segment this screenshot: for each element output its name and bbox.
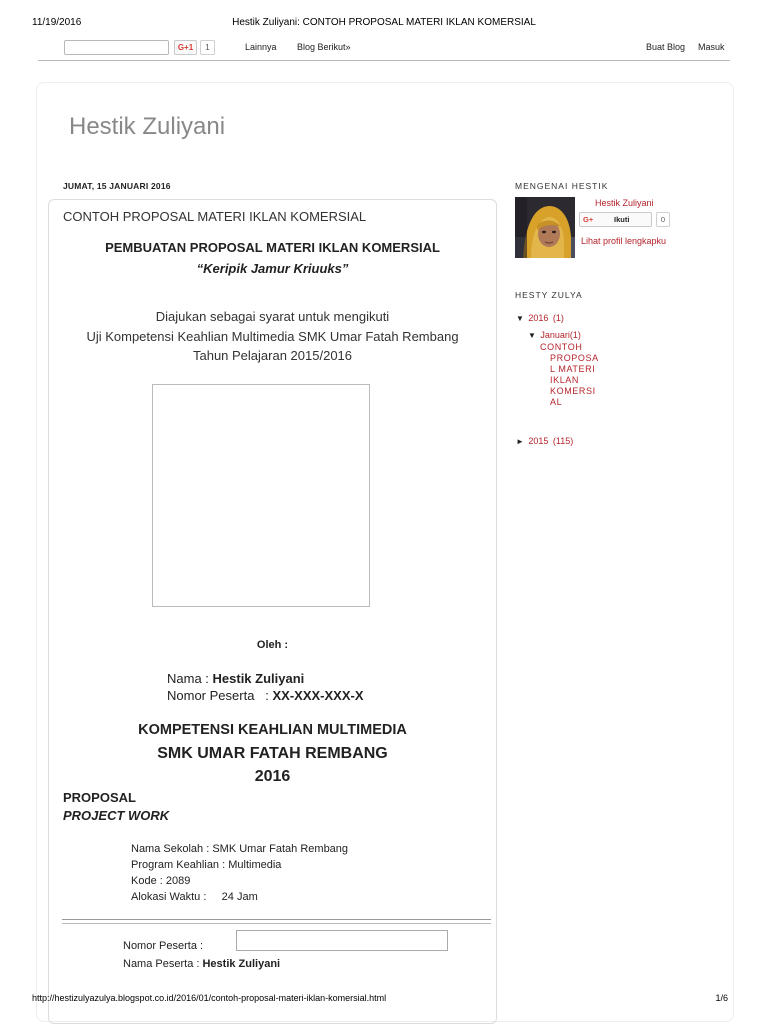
- participant-name-line: [123, 958, 280, 970]
- photo-placeholder: [152, 384, 370, 607]
- next-blog-link[interactable]: Blog Berikut»: [297, 42, 351, 52]
- name-label: Nama :: [167, 671, 213, 686]
- archive-post-line: IKLAN: [550, 375, 580, 385]
- archive-heading: HESTY ZULYA: [515, 290, 583, 300]
- follow-count: 0: [656, 212, 670, 227]
- follow-button[interactable]: [579, 212, 652, 227]
- participant-number-label: Nomor Peserta :: [123, 940, 204, 952]
- participant-label: Nomor Peserta :: [167, 688, 273, 703]
- gplus-count: 1: [200, 40, 215, 55]
- archive-januari: [528, 325, 581, 343]
- detail-school: Nama Sekolah : SMK Umar Fatah Rembang: [131, 843, 349, 855]
- collapsed-triangle-icon[interactable]: ►: [516, 437, 524, 446]
- expanded-triangle-icon[interactable]: ▼: [516, 314, 524, 323]
- gplus-button[interactable]: G+1: [174, 40, 197, 55]
- year-heading: 2016: [254, 768, 291, 785]
- more-link[interactable]: Lainnya: [245, 42, 277, 52]
- archive-post-link[interactable]: [540, 342, 610, 408]
- archive-2015-link[interactable]: 2015: [528, 436, 549, 446]
- competency-heading: KOMPETENSI KEAHLIAN MULTIMEDIA: [138, 722, 407, 738]
- proposal-label: PROPOSAL: [63, 790, 136, 805]
- navbar-search-input[interactable]: [64, 40, 169, 55]
- profile-name-link[interactable]: Hestik Zuliyani: [595, 198, 654, 208]
- post-title[interactable]: CONTOH PROPOSAL MATERI IKLAN KOMERSIAL: [63, 209, 367, 224]
- proposal-heading: PEMBUATAN PROPOSAL MATERI IKLAN KOMERSIAL: [105, 240, 440, 255]
- archive-2015: [516, 431, 573, 449]
- intro-line-3: Tahun Pelajaran 2015/2016: [192, 348, 353, 363]
- detail-duration: Alokasi Waktu : 24 Jam: [131, 891, 258, 903]
- about-heading: MENGENAI HESTIK: [515, 181, 609, 191]
- project-work-label: PROJECT WORK: [63, 808, 170, 823]
- expanded-triangle-icon[interactable]: ▼: [528, 331, 536, 340]
- participant-value: XX-XXX-XXX-X: [272, 688, 364, 703]
- archive-post-line: PROPOSA: [550, 353, 599, 363]
- archive-januari-link[interactable]: Januari: [540, 330, 570, 340]
- archive-januari-count: (1): [569, 330, 581, 340]
- detail-code: Kode : 2089: [131, 875, 191, 887]
- archive-2015-count: (115): [552, 436, 574, 446]
- school-heading: SMK UMAR FATAH REMBANG: [157, 745, 388, 762]
- print-page-number: 1/6: [715, 993, 728, 1003]
- archive-2016-count: (1): [552, 313, 564, 323]
- participant-name-label: Nama Peserta :: [123, 958, 203, 970]
- name-line: [167, 671, 304, 686]
- by-label: Oleh :: [256, 639, 289, 651]
- proposal-subheading: “Keripik Jamur Kriuuks”: [196, 261, 349, 276]
- archive-2016: [516, 308, 564, 326]
- form-separator-inner: [62, 923, 491, 924]
- participant-name-value: Hestik Zuliyani: [202, 958, 281, 970]
- create-blog-link[interactable]: Buat Blog: [646, 42, 686, 52]
- archive-post-line: CONTOH: [540, 342, 583, 352]
- sign-in-link[interactable]: Masuk: [698, 42, 725, 52]
- print-page-title: Hestik Zuliyani: CONTOH PROPOSAL MATERI IKLAN KOMERSIAL: [232, 17, 536, 28]
- navbar-divider: [38, 60, 730, 61]
- archive-post-line: L MATERI: [550, 364, 596, 374]
- participant-line: [167, 688, 364, 703]
- intro-line-2: Uji Kompetensi Keahlian Multimedia SMK Umar Fatah Rembang: [86, 329, 459, 344]
- follow-label: Ikuti: [614, 215, 630, 224]
- participant-number-input[interactable]: [236, 930, 448, 951]
- archive-post-line: AL: [550, 397, 563, 407]
- avatar[interactable]: [515, 197, 575, 258]
- name-value: Hestik Zuliyani: [212, 671, 305, 686]
- print-date: 11/19/2016: [32, 17, 82, 28]
- blog-title[interactable]: Hestik Zuliyani: [69, 113, 226, 140]
- post-date-header: JUMAT, 15 JANUARI 2016: [63, 181, 171, 191]
- form-separator: [62, 919, 491, 920]
- intro-line-1: Diajukan sebagai syarat untuk mengikuti: [155, 309, 390, 324]
- view-full-profile-link[interactable]: Lihat profil lengkapku: [581, 236, 667, 246]
- archive-2016-link[interactable]: 2016: [528, 313, 549, 323]
- print-url: http://hestizulyazulya.blogspot.co.id/2016/01/contoh-proposal-materi-iklan-komersial.html: [32, 993, 387, 1003]
- archive-post-line: KOMERSI: [550, 386, 596, 396]
- gplus-icon: G+: [583, 215, 594, 224]
- detail-program: Program Keahlian : Multimedia: [131, 859, 282, 871]
